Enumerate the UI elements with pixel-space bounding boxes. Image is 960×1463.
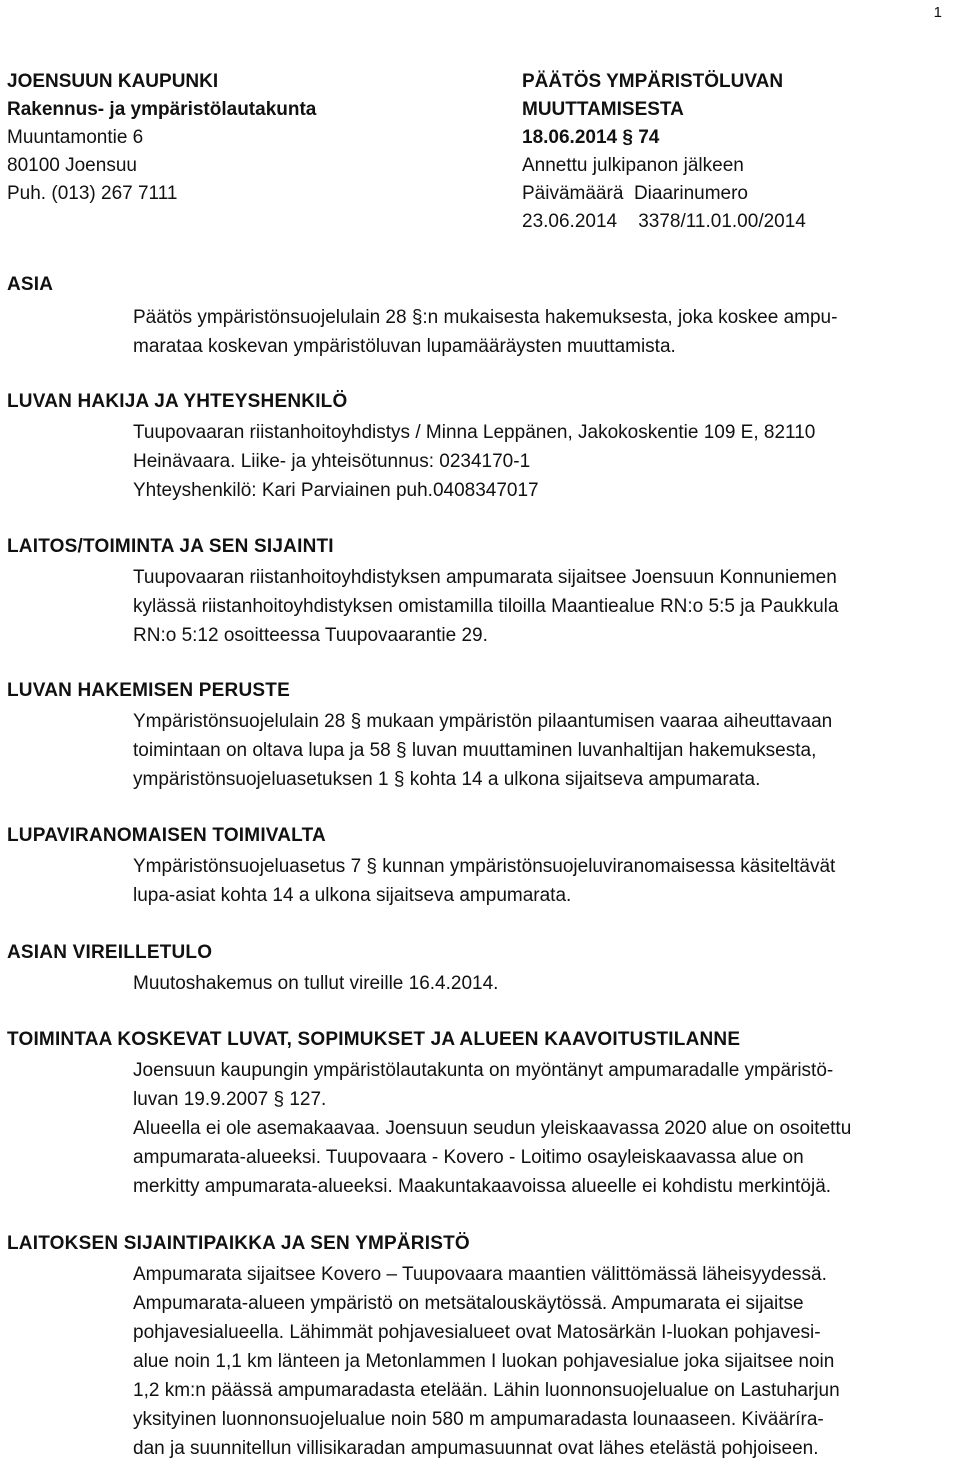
- letterhead-document-info: [522, 68, 806, 236]
- issued-note: Annettu julkipanon jälkeen: [522, 155, 744, 176]
- body-line: Muutoshakemus on tullut vireille 16.4.2014.: [133, 973, 499, 994]
- date-value: 23.06.2014: [522, 211, 618, 232]
- body-line: 1,2 km:n päässä ampumaradasta etelään. Lähin luonnonsuojelualue on Lastuharjun: [133, 1380, 840, 1401]
- section-body-permit-basis: [133, 707, 945, 794]
- body-line: yksityinen luonnonsuojelualue noin 580 m ampumaradasta lounaaseen. Kivääríra-: [133, 1409, 824, 1430]
- body-line: marataa koskevan ympäristöluvan lupamääräysten muuttamista.: [133, 336, 676, 357]
- body-line: lupa-asiat kohta 14 a ulkona sijaitseva ampumarata.: [133, 885, 572, 906]
- body-line: kylässä riistanhoitoyhdistyksen omistamilla tiloilla Maantiealue RN:o 5:5 ja Paukkula: [133, 596, 839, 617]
- street-address: Muuntamontie 6: [7, 127, 144, 148]
- section-heading-permit-basis: LUVAN HAKEMISEN PERUSTE: [7, 680, 290, 701]
- body-line: luvan 19.9.2007 § 127.: [133, 1089, 327, 1110]
- diary-label: Diaarinumero: [633, 183, 748, 204]
- section-body-asia: [133, 303, 945, 361]
- date-label: Päivämäärä: [522, 183, 624, 204]
- section-heading-permits-and-zoning: TOIMINTAA KOSKEVAT LUVAT, SOPIMUKSET JA ALUEEN KAAVOITUSTILANNE: [7, 1029, 741, 1050]
- body-line: ampumarata-alueeksi. Tuupovaara - Kovero - Loitimo osayleiskaavassa alue on: [133, 1147, 804, 1168]
- body-line: toimintaan on oltava lupa ja 58 § luvan muuttaminen luvanhaltijan hakemuksesta,: [133, 740, 817, 761]
- section-heading-authority: LUPAVIRANOMAISEN TOIMIVALTA: [7, 825, 326, 846]
- body-line: Ampumarata sijaitsee Kovero – Tuupovaara maantien välittömässä läheisyydessä.: [133, 1264, 827, 1285]
- body-line: Päätös ympäristönsuojelulain 28 §:n mukaisesta hakemuksesta, joka koskee ampu-: [133, 307, 838, 328]
- section-body-initiation: [133, 969, 945, 998]
- section-heading-initiation: ASIAN VIREILLETULO: [7, 942, 213, 963]
- body-line: pohjavesialueella. Lähimmät pohjavesialueet ovat Matosärkän I-luokan pohjavesi-: [133, 1322, 821, 1343]
- body-line: RN:o 5:12 osoitteessa Tuupovaarantie 29.: [133, 625, 488, 646]
- section-body-applicant: [133, 418, 945, 505]
- section-body-authority: [133, 852, 945, 910]
- section-heading-asia: ASIA: [7, 274, 54, 295]
- section-heading-applicant: LUVAN HAKIJA JA YHTEYSHENKILÖ: [7, 391, 348, 412]
- phone-number: Puh. (013) 267 7111: [7, 183, 178, 204]
- body-line: Heinävaara. Liike- ja yhteisötunnus: 0234170-1: [133, 451, 531, 472]
- body-line: merkitty ampumarata-alueeksi. Maakuntakaavoissa alueelle ei kohdistu merkintöjä.: [133, 1176, 832, 1197]
- page-number: 1: [933, 4, 942, 21]
- body-line: Joensuun kaupungin ympäristölautakunta on myöntänyt ampumaradalle ympäristö-: [133, 1060, 834, 1081]
- document-title-line-1: PÄÄTÖS YMPÄRISTÖLUVAN: [522, 71, 784, 92]
- postal-address: 80100 Joensuu: [7, 155, 137, 176]
- section-heading-facility-location: LAITOS/TOIMINTA JA SEN SIJAINTI: [7, 536, 334, 557]
- meta-values: [522, 208, 806, 236]
- body-line: Ympäristönsuojeluasetus 7 § kunnan ympäristönsuojeluviranomaisessa käsiteltävät: [133, 856, 836, 877]
- letterhead-sender: [7, 68, 316, 208]
- document-title-line-2: MUUTTAMISESTA: [522, 99, 684, 120]
- body-line: ympäristönsuojeluasetuksen 1 § kohta 14 a ulkona sijaitseva ampumarata.: [133, 769, 761, 790]
- meta-labels: [522, 180, 806, 208]
- decision-reference: 18.06.2014 § 74: [522, 127, 660, 148]
- body-line: Alueella ei ole asemakaavaa. Joensuun seudun yleiskaavassa 2020 alue on osoitettu: [133, 1118, 852, 1139]
- section-body-facility-location: [133, 563, 945, 650]
- body-line: dan ja suunnitellun villisikaradan ampumasuunnat ovat lähes etelästä pohjoiseen.: [133, 1438, 819, 1459]
- body-line: Tuupovaaran riistanhoitoyhdistyksen ampumarata sijaitsee Joensuun Konnuniemen: [133, 567, 837, 588]
- body-line: Tuupovaaran riistanhoitoyhdistys / Minna Leppänen, Jakokoskentie 109 E, 82110: [133, 422, 816, 443]
- board-name: Rakennus- ja ympäristölautakunta: [7, 99, 317, 120]
- section-body-site-and-surroundings: [133, 1260, 945, 1463]
- body-line: Yhteyshenkilö: Kari Parviainen puh.0408347017: [133, 480, 539, 501]
- section-heading-site-and-surroundings: LAITOKSEN SIJAINTIPAIKKA JA SEN YMPÄRISTÖ: [7, 1233, 470, 1254]
- organization-name: JOENSUUN KAUPUNKI: [7, 71, 219, 92]
- body-line: Ampumarata-alueen ympäristö on metsätalouskäytössä. Ampumarata ei sijaitse: [133, 1293, 804, 1314]
- diary-value: 3378/11.01.00/2014: [638, 211, 806, 232]
- section-body-permits-and-zoning: [133, 1056, 945, 1201]
- body-line: alue noin 1,1 km länteen ja Metonlammen I luokan pohjavesialue joka sijaitsee noin: [133, 1351, 835, 1372]
- body-line: Ympäristönsuojelulain 28 § mukaan ympäristön pilaantumisen vaaraa aiheuttavaan: [133, 711, 833, 732]
